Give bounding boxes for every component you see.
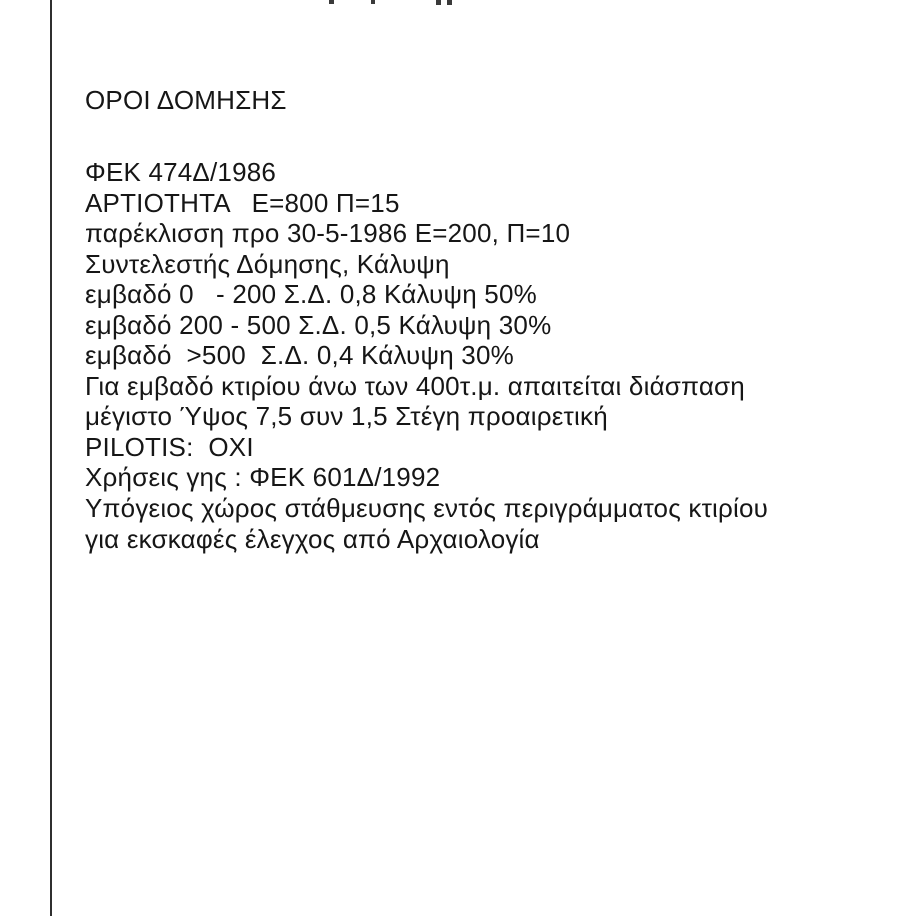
line-diaspasi: Για εμβαδό κτιρίου άνω των 400τ.μ. απαιτείται διάσπαση bbox=[85, 370, 745, 401]
line-fek-1986: ΦΕΚ 474Δ/1986 bbox=[85, 157, 277, 187]
line-emvado-200-500: εμβαδό 200 - 500 Σ.Δ. 0,5 Κάλυψη 30% bbox=[85, 309, 552, 340]
line-ypogeios-choros: Υπόγειος χώρος στάθμευσης εντός περιγράμματος κτιρίου bbox=[85, 493, 769, 524]
cropped-text-remnant bbox=[371, 0, 375, 4]
line-pilotis: PILOTIS: ΟΧΙ bbox=[85, 431, 254, 462]
line-chriseis-gis: Χρήσεις γης : ΦΕΚ 601Δ/1992 bbox=[85, 462, 441, 493]
cropped-text-remnant bbox=[447, 0, 452, 5]
line-artiotita: ΑΡΤΙΟΤΗΤΑ Ε=800 Π=15 bbox=[85, 187, 400, 218]
building-terms-text-block bbox=[85, 157, 768, 554]
line-emvado-over-500: εμβαδό >500 Σ.Δ. 0,4 Κάλυψη 30% bbox=[85, 340, 514, 371]
line-megisto-ypsos: μέγιστο Ύψος 7,5 συν 1,5 Στέγη προαιρετική bbox=[85, 401, 608, 432]
cropped-text-remnant bbox=[436, 0, 441, 5]
line-syntelestis: Συντελεστής Δόμησης, Κάλυψη bbox=[85, 248, 450, 279]
line-emvado-0-200: εμβαδό 0 - 200 Σ.Δ. 0,8 Κάλυψη 50% bbox=[85, 279, 537, 310]
cropped-text-remnant bbox=[329, 0, 334, 4]
line-ekskafes: για εκσκαφές έλεγχος από Αρχαιολογία bbox=[85, 523, 540, 554]
document-heading: ΟΡΟΙ ΔΟΜΗΣΗΣ bbox=[85, 85, 287, 115]
left-margin-rule bbox=[50, 0, 52, 916]
line-pareklisi: παρέκλισση προ 30-5-1986 Ε=200, Π=10 bbox=[85, 218, 571, 249]
